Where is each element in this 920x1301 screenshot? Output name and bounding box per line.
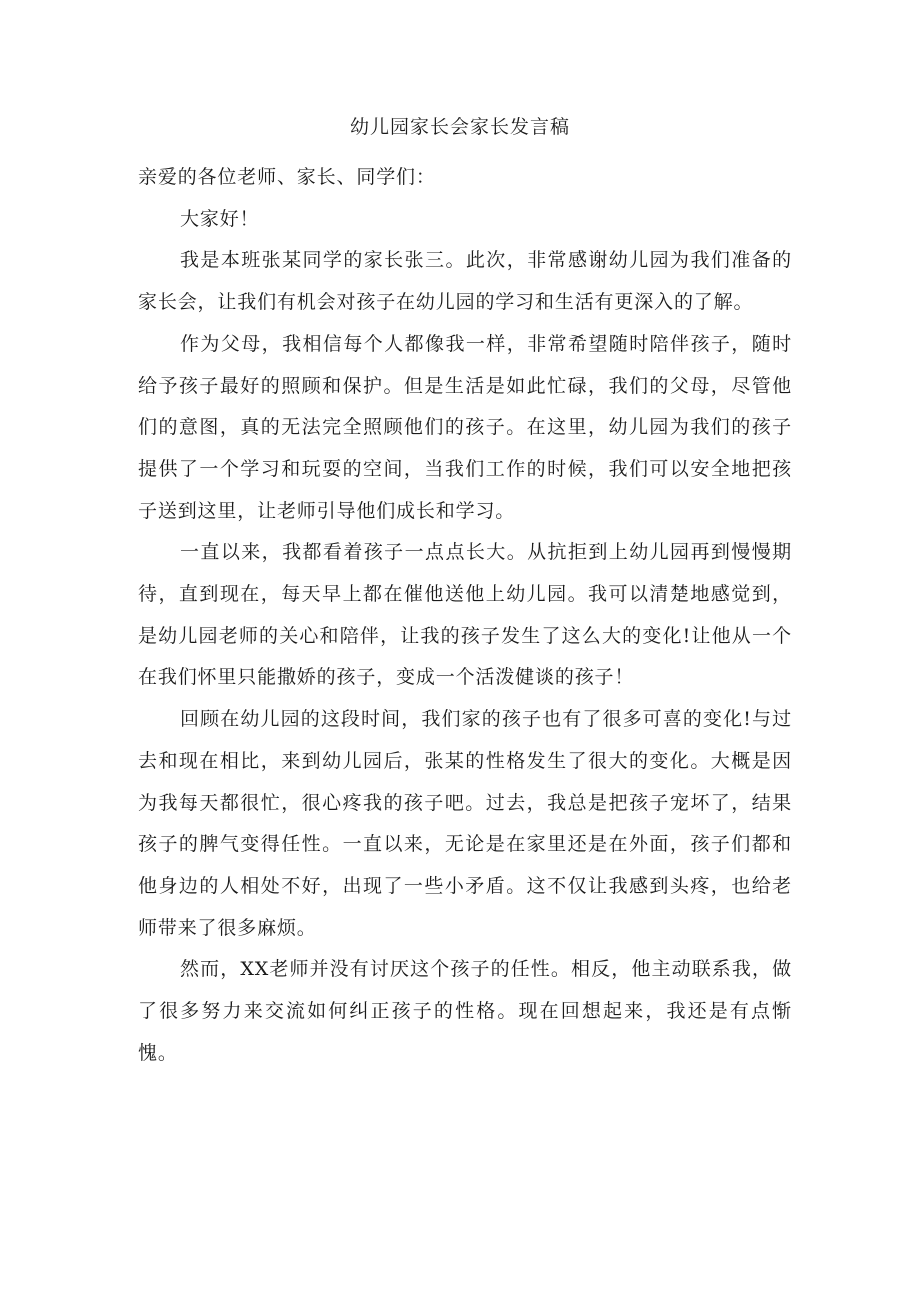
paragraph-greeting: 大家好！ xyxy=(180,207,260,230)
document-title: 幼儿园家长会家长发言稿 xyxy=(349,116,570,138)
paragraph-introduction: 我是本班张某同学的家长张三。此次，非常感谢幼儿园为我们准备的家长会，让我们有机会对孩子在幼儿园的学习和生活有更深入的了解。 xyxy=(138,249,792,314)
paragraph-teacher: 然而，XX老师并没有讨厌这个孩子的任性。相反，他主动联系我，做了很多努力来交流如何纠正孩子的性格。现在回想起来，我还是有点惭愧。 xyxy=(138,958,792,1064)
paragraph-changes: 回顾在幼儿园的这段时间，我们家的孩子也有了很多可喜的变化!与过去和现在相比，来到幼儿园后，张某的性格发生了很大的变化。大概是因为我每天都很忙，很心疼我的孩子吧。过去，我总是把孩子宠坏了，结果孩子的脾气变得任性。一直以来，无论是在家里还是在外面，孩子们都和他身边的人相处不好，出现了一些小矛盾。这不仅让我感到头疼，也给老师带来了很多麻烦。 xyxy=(138,708,792,939)
paragraph-parents: 作为父母，我相信每个人都像我一样，非常希望随时陪伴孩子，随时给予孩子最好的照顾和保护。但是生活是如此忙碌，我们的父母，尽管他们的意图，真的无法完全照顾他们的孩子。在这里，幼儿园为我们的孩子提供了一个学习和玩耍的空间，当我们工作的时候，我们可以安全地把孩子送到这里，让老师引导他们成长和学习。 xyxy=(138,332,792,522)
paragraph-growth: 一直以来，我都看着孩子一点点长大。从抗拒到上幼儿园再到慢慢期待，直到现在，每天早上都在催他送他上幼儿园。我可以清楚地感觉到，是幼儿园老师的关心和陪伴，让我的孩子发生了这么大的变化!让他从一个在我们怀里只能撒娇的孩子，变成一个活泼健谈的孩子！ xyxy=(138,541,792,689)
salutation: 亲爱的各位老师、家长、同学们： xyxy=(138,166,436,188)
document-body xyxy=(138,157,792,1074)
